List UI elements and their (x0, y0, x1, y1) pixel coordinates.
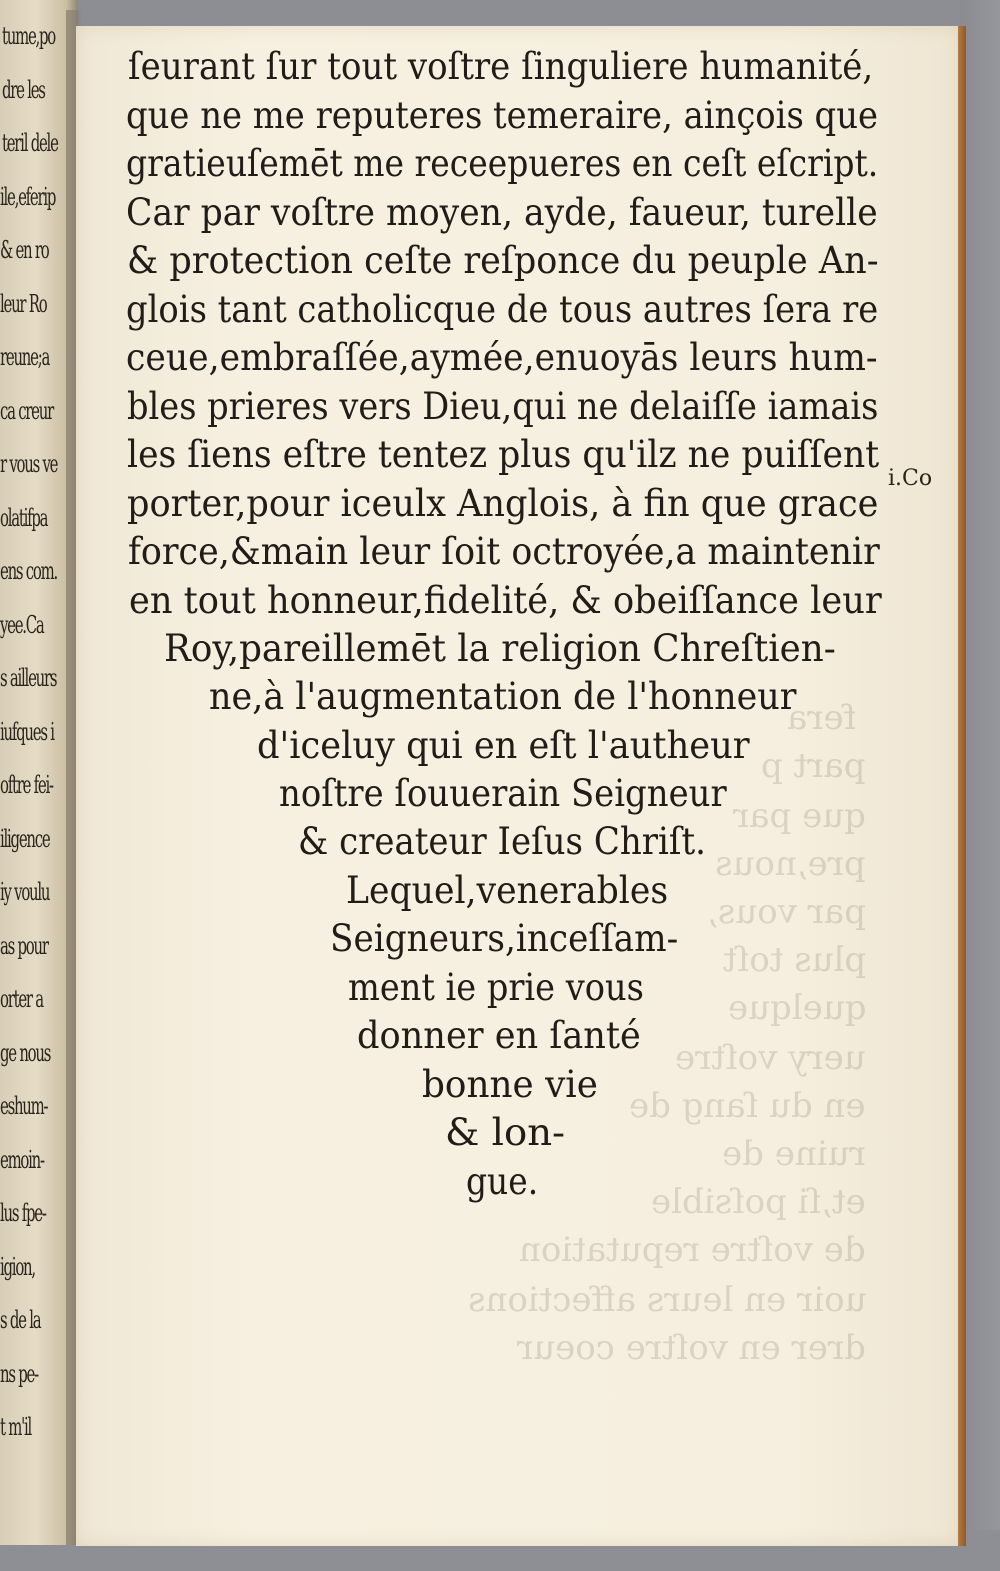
text-line: gue. (466, 1160, 539, 1203)
bleed-through-line: fera (786, 698, 856, 738)
text-line: bles prieres vers Dieu,qui ne delaiſſe iamais (127, 385, 879, 428)
text-line: donner en ſanté (357, 1014, 641, 1057)
text-line: porter,pour iceulx Anglois, à fin que grace (127, 482, 879, 525)
facing-page-line: ca creur (0, 396, 53, 425)
text-line: gratieuſemēt me receepueres en ceſt eſcript. (126, 142, 879, 185)
text-line: Car par voſtre moyen, ayde, faueur, turelle (126, 191, 878, 234)
bleed-through-line: pre,nous (715, 844, 866, 884)
facing-page-line: teril dele (2, 129, 58, 157)
text-line: d'iceluy qui en eſt l'autheur (257, 724, 750, 767)
facing-page-line: dre les (2, 75, 45, 104)
facing-page-line: emoin- (0, 1145, 44, 1174)
text-line: Seigneurs,inceſſam- (330, 917, 679, 960)
text-line: ceue,embraſſée,aymée,enuoyās leurs hum- (126, 336, 878, 379)
facing-page-line: oftre fei- (0, 771, 53, 799)
scan-background-right (960, 0, 1000, 1571)
facing-page-line: ens com. (0, 557, 57, 585)
bleed-through-line: de voſtre reputation (519, 1230, 866, 1270)
bleed-through-line: uery voſtre (675, 1038, 866, 1078)
facing-page-line: orter a (0, 985, 43, 1013)
bleed-through-line: par vous, (707, 892, 866, 932)
facing-page-line: r vous ve (0, 450, 58, 478)
facing-page-line: lus fpe- (0, 1199, 46, 1227)
bleed-through-line: quelque (727, 988, 866, 1028)
facing-page-line: leur Ro (0, 289, 47, 318)
bleed-through-line: part p (761, 746, 866, 786)
bleed-through-line: ruine de (722, 1134, 866, 1174)
text-line: ſeurant ſur tout voſtre ſinguliere humanité, (128, 45, 874, 88)
facing-page-line: & en ro (0, 236, 49, 264)
facing-page-line: olatifpa (0, 503, 48, 532)
facing-page-line: igion, (0, 1252, 35, 1281)
facing-page-line: ns pe- (0, 1359, 38, 1388)
text-line: bonne vie (422, 1063, 598, 1106)
text-line: force,&main leur ſoit octroyée,a maintenir (128, 530, 880, 573)
page-edge (958, 26, 966, 1546)
text-line: glois tant catholicque de tous autres ſera re (126, 288, 879, 331)
text-line: & protection ceſte reſponce du peuple An- (127, 239, 879, 282)
facing-page-line: yee.Ca (0, 610, 44, 639)
facing-page-line: ge nous (0, 1038, 51, 1067)
bleed-through-line: uoir en leurs affections (467, 1280, 866, 1320)
marginal-note: i.Co (888, 466, 933, 491)
text-line: & createur Ieſus Chriſt. (298, 820, 706, 863)
text-line: les ſiens eſtre tentez plus qu'ilz ne puiſſent (127, 433, 880, 476)
facing-page-line: s ailleurs (0, 664, 57, 692)
facing-page-line: iligence (0, 824, 50, 853)
text-line: en tout honneur,fidelité, & obeiſſance leur (129, 579, 882, 622)
facing-page-line: s de la (0, 1306, 41, 1334)
bleed-through-line: et,ſi poſsible (651, 1182, 866, 1222)
bleed-through-line: drer en voſtre coeur (517, 1328, 866, 1368)
facing-page-line: eshum- (0, 1092, 48, 1120)
bleed-through-line: que par (733, 796, 866, 836)
text-line: noſtre ſouuerain Seigneur (279, 772, 727, 815)
facing-page-line: t m'il (0, 1413, 31, 1441)
facing-page-line: tume,po (2, 22, 56, 50)
facing-page-line: as pour (0, 931, 48, 960)
text-line: ne,à l'augmentation de l'honneur (209, 675, 797, 718)
text-line: Lequel,venerables (346, 869, 669, 912)
text-line: Roy,pareillemēt la religion Chreſtien- (164, 627, 836, 670)
facing-page-line: reune;a (0, 343, 50, 371)
bleed-through-line: plus toſt (722, 940, 866, 980)
text-line: & lon- (445, 1111, 566, 1154)
facing-page-line: iufques i (0, 717, 54, 746)
facing-page-line: ile,eferip (0, 182, 56, 211)
text-line: que ne me reputeres temeraire, ainçois que (126, 94, 878, 137)
facing-page-line: iy voulu (0, 878, 50, 906)
text-line: ment ie prie vous (348, 966, 644, 1009)
bleed-through-line: en du ſang de (629, 1086, 866, 1126)
